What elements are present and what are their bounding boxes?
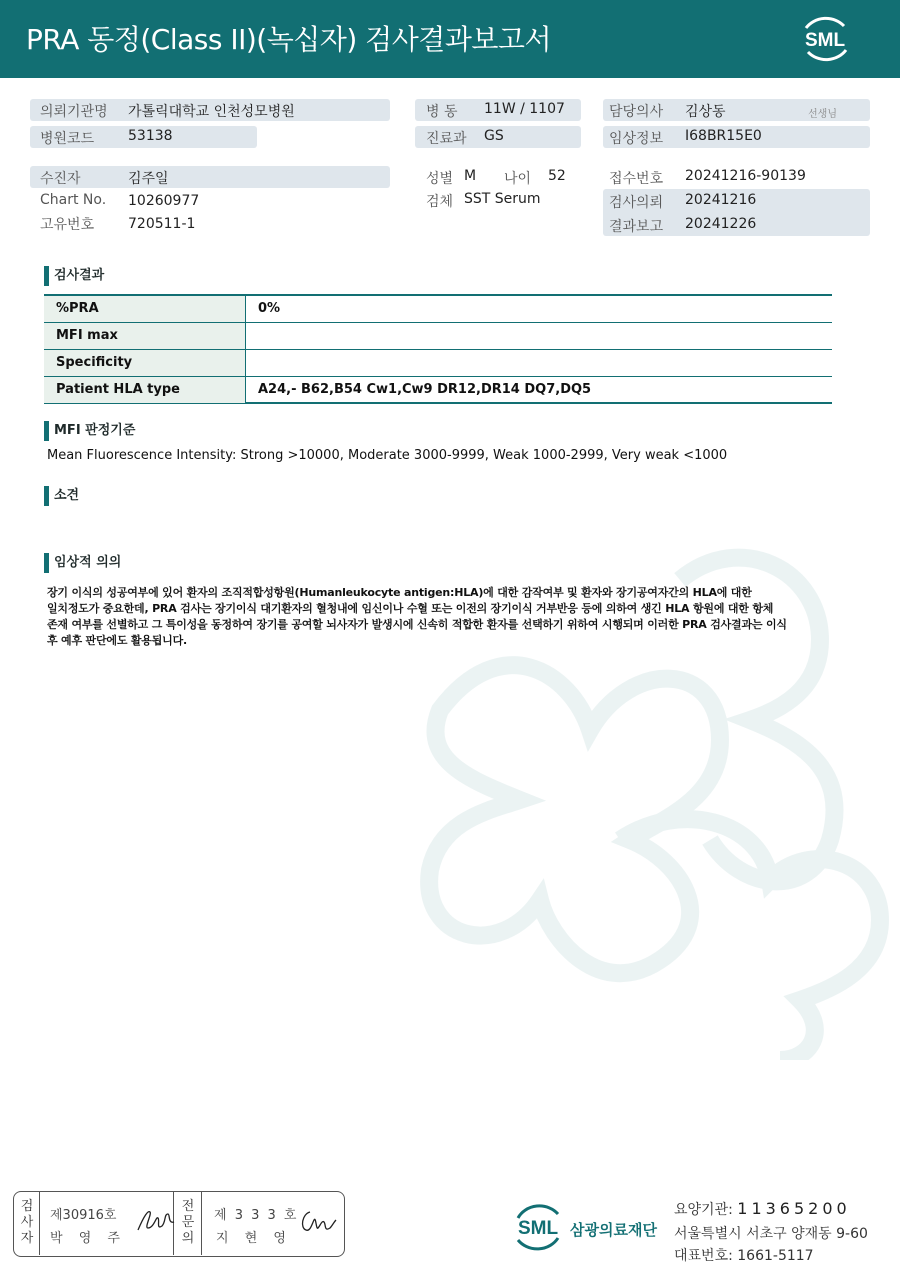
table-key: Specificity xyxy=(44,350,246,376)
age-value: 52 xyxy=(548,168,566,184)
clinical-info-label: 임상정보 xyxy=(609,131,664,147)
table-value: A24,- B62,B54 Cw1,Cw9 DR12,DR14 DQ7,DQ5 xyxy=(258,382,592,397)
unique-no-label: 고유번호 xyxy=(40,217,95,233)
signature-box xyxy=(13,1191,345,1257)
table-row xyxy=(44,350,832,377)
specimen-label: 검체 xyxy=(426,194,454,210)
phone-value: 1661-5117 xyxy=(737,1248,814,1264)
section-heading-mfi: MFI 판정기준 xyxy=(44,421,135,441)
specialist-label: 전문의 xyxy=(181,1199,195,1246)
care-number-label: 요양기관: xyxy=(674,1202,738,1218)
patient-label: 수진자 xyxy=(40,171,81,187)
table-key: Patient HLA type xyxy=(44,377,246,403)
inspector-label: 검사자 xyxy=(20,1199,34,1246)
result-table xyxy=(44,294,832,404)
institution-label: 의뢰기관명 xyxy=(40,104,108,120)
ward-label: 병 동 xyxy=(426,104,458,120)
doctor-suffix: 선생님 xyxy=(808,109,837,120)
patient-value: 김주일 xyxy=(128,171,169,187)
table-value: 0% xyxy=(258,301,281,316)
dept-value: GS xyxy=(484,128,504,144)
request-date-value: 20241216 xyxy=(685,192,757,208)
dept-label: 진료과 xyxy=(426,131,467,147)
section-heading-result: 검사결과 xyxy=(44,266,104,286)
clinical-info-value: I68BR15E0 xyxy=(685,128,762,144)
sml-org-logo-icon xyxy=(510,1200,566,1254)
table-row xyxy=(44,377,832,404)
chart-label: Chart No. xyxy=(40,192,107,208)
section-heading-opinion: 소견 xyxy=(44,486,79,506)
hospital-code-value: 53138 xyxy=(128,128,173,144)
sex-label: 성별 xyxy=(426,171,454,187)
ward-value: 11W / 1107 xyxy=(484,101,565,117)
sml-logo-icon xyxy=(796,12,854,66)
doctor-value: 김상동 xyxy=(685,104,726,120)
care-number-value: 11365200 xyxy=(737,1199,851,1218)
report-date-value: 20241226 xyxy=(685,216,757,232)
clinical-text-line: 일치정도가 중요한데, PRA 검사는 장기이식 대기환자의 혈청내에 임신이나 수혈 또는 이전의 장기이식 거부반응 등에 의하여 생긴 HLA 항원에 대한 항체 xyxy=(47,602,774,615)
inspector-label-cell xyxy=(14,1192,40,1255)
org-address: 서울특별시 서초구 양재동 9-60 xyxy=(674,1226,868,1242)
receipt-value: 20241216-90139 xyxy=(685,168,806,184)
specialist-license: 제 3 3 3 호 xyxy=(214,1208,299,1223)
inspector-name: 박 영 주 xyxy=(50,1231,126,1246)
specialist-label-cell xyxy=(174,1192,202,1255)
specialist-cell xyxy=(202,1192,342,1255)
age-label: 나이 xyxy=(504,171,532,187)
table-row xyxy=(44,323,832,350)
org-name: 삼광의료재단 xyxy=(570,1221,657,1239)
report-date-label: 결과보고 xyxy=(609,219,664,235)
sex-value: M xyxy=(464,168,477,184)
unique-no-value: 720511-1 xyxy=(128,216,196,232)
clinical-text-line: 장기 이식의 성공여부에 있어 환자의 조직적합성항원(Humanleukocyte antigen:HLA)에 대한 감작여부 및 환자와 장기공여자간의 HLA에 대한 xyxy=(47,586,752,599)
clinical-text-line: 존재 여부를 선별하고 그 특이성을 동정하여 장기를 공여할 뇌사자가 발생시에 신속히 적합한 환자를 선택하기 위하여 시행되며 이러한 PRA 검사결과는 이식 xyxy=(47,618,787,631)
report-title: PRA 동정(Class II)(녹십자) 검사결과보고서 xyxy=(26,23,552,56)
request-date-label: 검사의뢰 xyxy=(609,195,664,211)
care-number-line xyxy=(674,1199,851,1219)
section-heading-clinical: 임상적 의의 xyxy=(44,553,121,573)
chart-value: 10260977 xyxy=(128,193,200,209)
inspector-signature-icon xyxy=(134,1206,178,1236)
patient-bar xyxy=(30,166,390,188)
table-row xyxy=(44,296,832,323)
phone-line xyxy=(674,1245,814,1265)
report-header xyxy=(0,0,900,78)
institution-value: 가톨릭대학교 인천성모병원 xyxy=(128,104,295,120)
specialist-name: 지 현 영 xyxy=(216,1231,292,1246)
org-logo-text: SML xyxy=(517,1218,559,1239)
table-key: %PRA xyxy=(44,296,246,322)
specimen-value: SST Serum xyxy=(464,191,541,207)
mfi-criteria-text: Mean Fluorescence Intensity: Strong >10000, Moderate 3000-9999, Weak 1000-2999, Very weak <1000 xyxy=(47,448,728,463)
specialist-signature-icon xyxy=(296,1206,340,1238)
hospital-code-label: 병원코드 xyxy=(40,131,95,147)
doctor-label: 담당의사 xyxy=(609,104,664,120)
receipt-label: 접수번호 xyxy=(609,171,664,187)
phone-label: 대표번호: xyxy=(674,1248,738,1264)
inspector-cell xyxy=(40,1192,174,1255)
inspector-license: 제30916호 xyxy=(50,1208,117,1223)
clinical-text-line: 후 예후 판단에도 활용됩니다. xyxy=(47,634,187,647)
table-key: MFI max xyxy=(44,323,246,349)
logo-text: SML xyxy=(804,30,846,51)
